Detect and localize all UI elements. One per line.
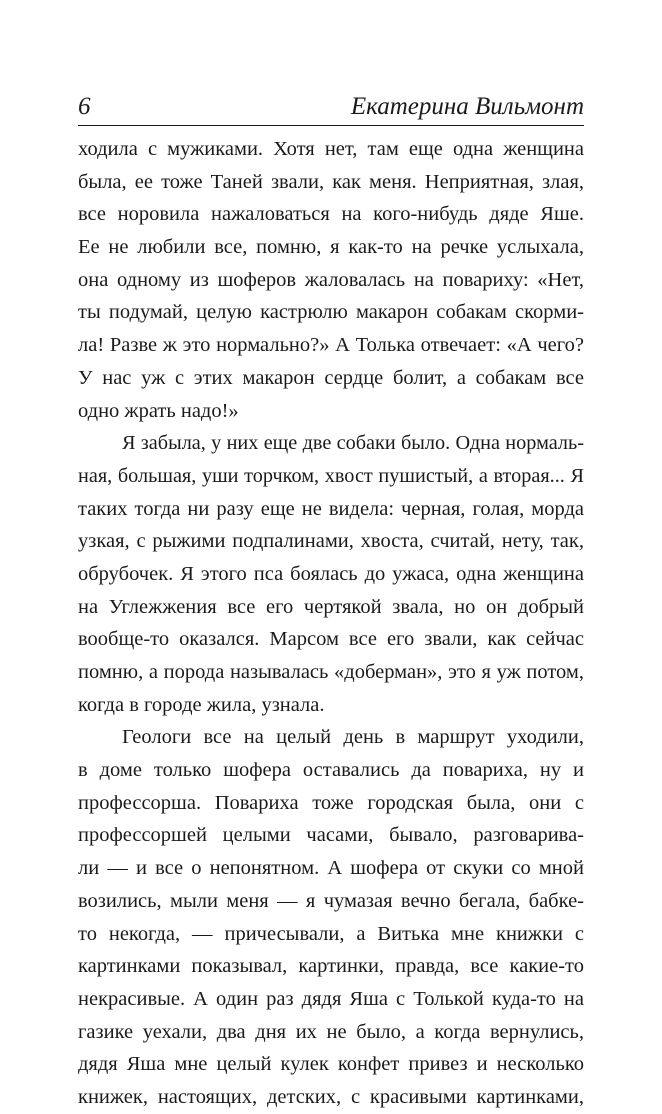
text-line: все норовила нажаловаться на кого-нибудь дяде Яше. [78, 203, 584, 226]
text-line: ходила с мужиками. Хотя нет, там еще одна женщина [78, 138, 584, 160]
text-line: ли — и все о непонятном. А шофера от скуки со мной [78, 857, 584, 880]
text-line: Ее не любили все, помню, я как-то на речке услыхала, [78, 236, 584, 259]
text-line: таких тогда ни разу еще не видела: черная, голая, морда [78, 497, 584, 520]
text-line: профессорша. Повариха тоже городская была, они с [78, 791, 584, 814]
text-line: книжек, настоящих, детских, с красивыми картинками, [78, 1085, 584, 1108]
text-line: одно жрать надо!» [78, 399, 239, 422]
running-head-author: Екатерина Вильмонт [350, 93, 584, 120]
body-text [78, 133, 584, 1114]
text-line: некрасивые. А один раз дядя Яша с Толькой куда-то на [78, 987, 584, 1010]
text-line: дядя Яша мне целый кулек конфет привез и несколько [78, 1053, 584, 1076]
page-header [78, 93, 584, 125]
text-line: она одному из шоферов жаловалась на повариху: «Нет, [78, 268, 584, 291]
text-line: ла! Разве ж это нормально?» А Толька отвечает: «А чего? [78, 334, 584, 357]
text-line: газике уехали, два дня их не было, а когда вернулись, [78, 1020, 584, 1043]
text-line: возились, мыли меня — я чумазая вечно бегала, бабке- [78, 889, 584, 912]
text-line: профессоршей целыми часами, бывало, разговарива- [78, 824, 584, 847]
text-line: в доме только шофера оставались да повариха, ну и [78, 759, 584, 782]
text-line: вообще-то оказался. Марсом все его звали, как сейчас [78, 628, 584, 651]
text-line: Геологи все на целый день в маршрут уходили, [122, 726, 584, 749]
text-line: на Углежжения все его чертякой звала, но он добрый [78, 595, 584, 618]
text-line: ная, большая, уши торчком, хвост пушистый, а вторая... Я [78, 464, 584, 487]
header-rule [78, 125, 584, 126]
text-line: узкая, с рыжими подпалинами, хвоста, считай, нету, так, [78, 530, 584, 553]
text-line: картинками показывал, картинки, правда, все какие-то [78, 955, 584, 978]
text-line: ты подумай, целую кастрюлю макарон собакам скорми- [78, 301, 584, 324]
text-line: была, ее тоже Таней звали, как меня. Неприятная, злая, [78, 170, 584, 193]
page-number: 6 [78, 93, 91, 120]
text-line: то некогда, — причесывали, а Витька мне книжки с [78, 922, 584, 945]
text-line: когда в городе жила, узнала. [78, 693, 325, 716]
text-line: помню, а порода называлась «доберман», это я уж потом, [78, 661, 584, 683]
text-line: обрубочек. Я этого пса боялась до ужаса, одна женщина [78, 562, 584, 585]
text-line: У нас уж с этих макарон сердце болит, а собакам все [78, 366, 584, 389]
text-line: Я забыла, у них еще две собаки было. Одна нормаль- [122, 432, 584, 455]
